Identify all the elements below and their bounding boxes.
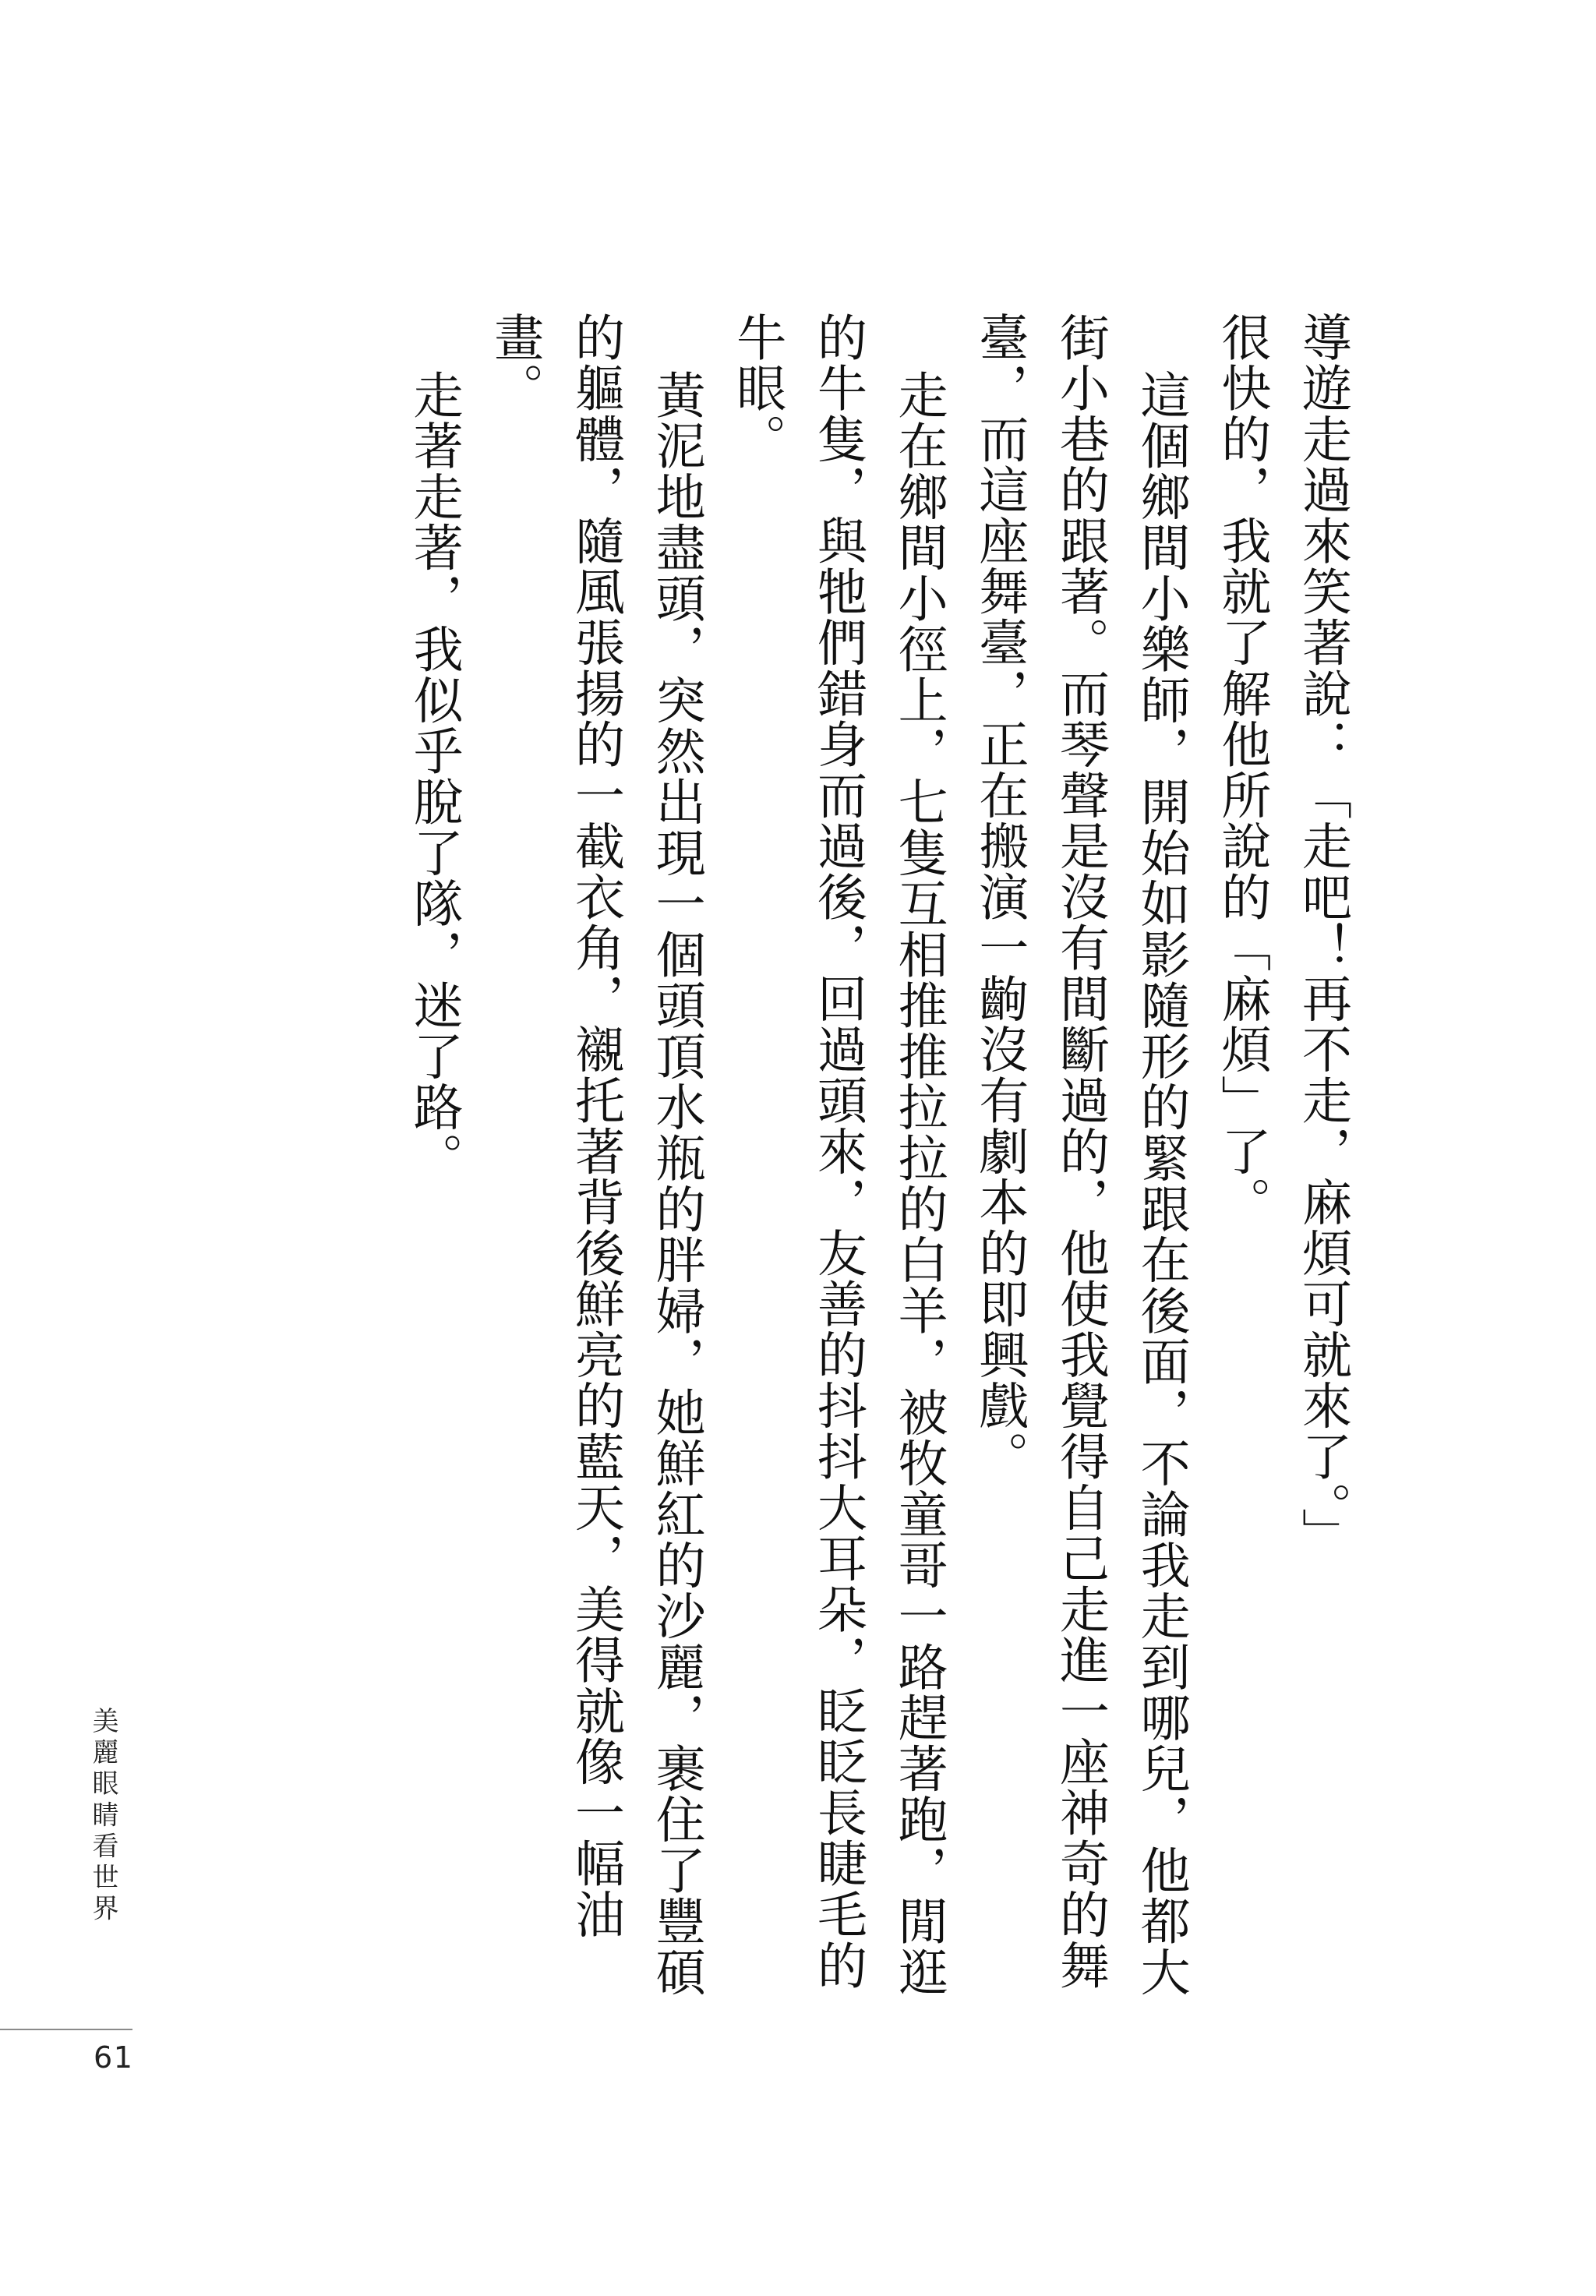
- paragraph-6: 走著走著，我似乎脫了隊，迷了路。: [404, 369, 463, 1184]
- paragraph-3: 這個鄉間小樂師，開始如影隨形的緊跟在後面，不論我走到哪兒，他都大街小巷的跟著。而琴聲是沒有間斷過的，他使我覺得自己走進一座神奇的舞臺，而這座舞臺，正在搬演一齣沒有劇本的即興戲。: [970, 312, 1190, 1998]
- paragraph-4: 走在鄉間小徑上，七隻互相推推拉拉的白羊，被牧童哥一路趕著跑，閒逛的牛隻，與牠們錯身而過後，回過頭來，友善的抖抖大耳朵，眨眨長睫毛的牛眼。: [728, 312, 948, 1998]
- paragraph-5: 黃泥地盡頭，突然出現一個頭頂水瓶的胖婦，她鮮紅的沙麗，裹住了豐碩的軀體，隨風張揚的一截衣角，襯托著背後鮮亮的藍天，美得就像一幅油畫。: [486, 312, 705, 1998]
- page-number: 61: [94, 2040, 134, 2075]
- footer-divider: [0, 2029, 132, 2030]
- body-text: [393, 312, 1362, 2026]
- paragraph-1: 導遊走過來笑著說：「走吧！再不走，麻煩可就來了。」: [1294, 312, 1351, 1559]
- running-book-title: 美麗眼睛看世界: [87, 1707, 118, 1926]
- paragraph-2: 很快的，我就了解他所說的「麻煩」了。: [1213, 312, 1271, 1228]
